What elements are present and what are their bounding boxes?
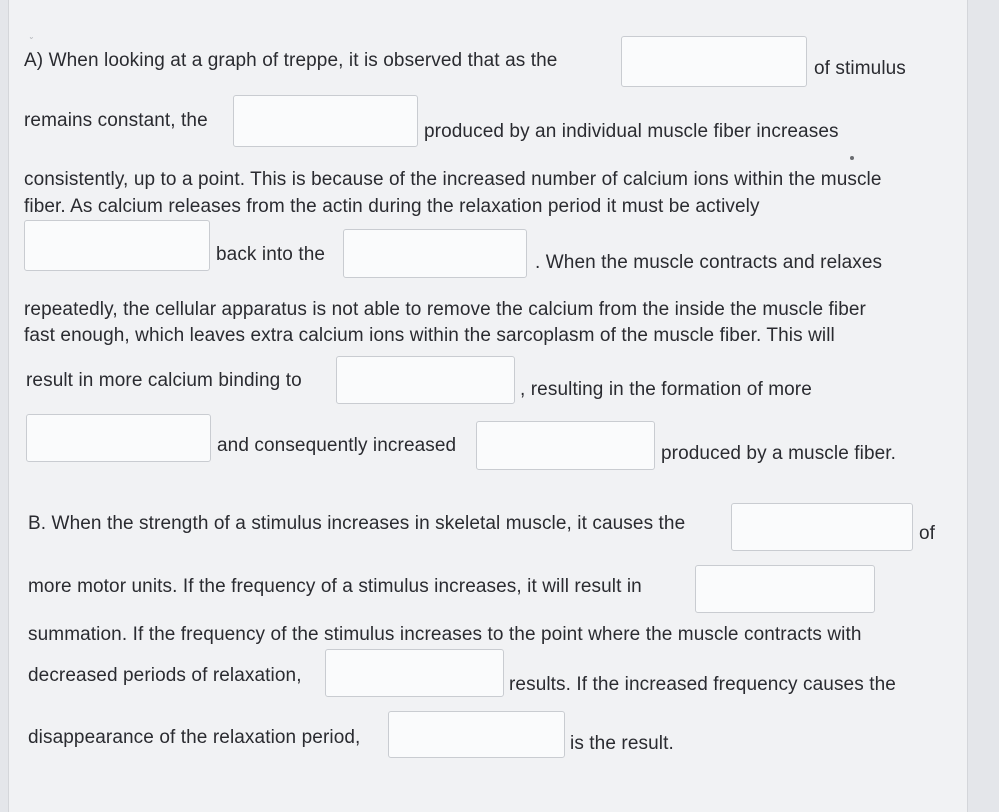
question-a-text-3: consistently, up to a point. This is because of the increased number of calcium ions within the muscle	[24, 169, 882, 190]
blank-b1-input[interactable]	[731, 503, 913, 551]
blank-a3-input[interactable]	[24, 220, 210, 271]
blank-b3-input[interactable]	[325, 649, 504, 697]
question-b-text-4b: results. If the increased frequency causes the	[509, 674, 896, 695]
question-a-text-9b: produced by a muscle fiber.	[661, 443, 897, 464]
question-b-text-5a: disappearance of the relaxation period,	[28, 727, 361, 748]
question-a-text-9a: and consequently increased	[217, 435, 457, 456]
blank-a1-input[interactable]	[621, 36, 807, 87]
question-a-text-6: repeatedly, the cellular apparatus is not able to remove the calcium from the inside the muscle fiber	[24, 299, 866, 320]
blank-a7-input[interactable]	[476, 421, 655, 470]
question-a-text-1a: A) When looking at a graph of treppe, it is observed that as the	[24, 50, 558, 71]
blank-b4-input[interactable]	[388, 711, 565, 758]
question-b-text-5b: is the result.	[570, 733, 674, 754]
blank-a4-input[interactable]	[343, 229, 527, 278]
corner-mark: ˘	[30, 36, 33, 46]
question-a-text-7: fast enough, which leaves extra calcium ions within the sarcoplasm of the muscle fiber. This will	[24, 325, 835, 346]
question-a-text-4: fiber. As calcium releases from the actin during the relaxation period it must be actively	[24, 196, 760, 217]
blank-b2-input[interactable]	[695, 565, 875, 613]
question-b-text-1a: B. When the strength of a stimulus increases in skeletal muscle, it causes the	[28, 513, 686, 534]
question-a-text-8b: , resulting in the formation of more	[520, 379, 812, 400]
question-b-text-2: more motor units. If the frequency of a stimulus increases, it will result in	[28, 576, 642, 597]
blank-a2-input[interactable]	[233, 95, 418, 147]
question-b-text-4a: decreased periods of relaxation,	[28, 665, 302, 686]
question-b-text-3: summation. If the frequency of the stimulus increases to the point where the muscle contracts with	[28, 624, 862, 645]
question-a-text-2b: produced by an individual muscle fiber increases	[424, 121, 839, 142]
question-a-text-1b: of stimulus	[814, 58, 906, 79]
question-a-text-5a: back into the	[216, 244, 326, 265]
question-a-text-2a: remains constant, the	[24, 110, 208, 131]
blank-a5-input[interactable]	[336, 356, 515, 404]
question-a-text-5b: . When the muscle contracts and relaxes	[535, 252, 883, 273]
blank-a6-input[interactable]	[26, 414, 211, 462]
question-b-text-1b: of	[919, 523, 936, 544]
question-a-text-8a: result in more calcium binding to	[26, 370, 302, 391]
stray-dot	[850, 156, 854, 160]
